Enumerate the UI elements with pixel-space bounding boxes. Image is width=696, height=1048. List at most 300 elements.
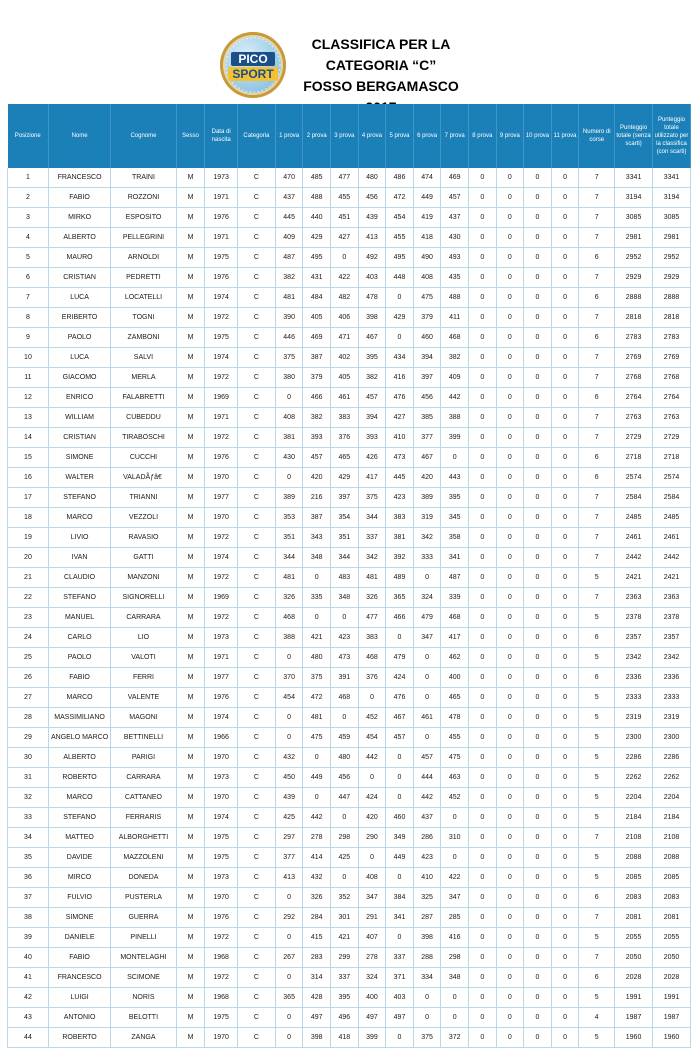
cell-prova-10: 0	[524, 508, 552, 528]
cell-races-count: 5	[579, 768, 615, 788]
cell-prova-8: 0	[468, 468, 496, 488]
cell-prova-8: 0	[468, 788, 496, 808]
cell-last-name: MONTELAGHI	[111, 948, 176, 968]
cell-prova-5: 476	[386, 688, 414, 708]
cell-total-score: 2342	[615, 648, 653, 668]
cell-category: C	[238, 368, 276, 388]
cell-category: C	[238, 248, 276, 268]
column-header: 11 prova	[551, 104, 579, 168]
cell-sex: M	[176, 968, 205, 988]
cell-total-score: 2461	[615, 528, 653, 548]
cell-final-score: 2888	[652, 288, 690, 308]
cell-prova-8: 0	[468, 748, 496, 768]
cell-prova-2: 440	[303, 208, 331, 228]
cell-prova-9: 0	[496, 488, 524, 508]
cell-prova-8: 0	[468, 868, 496, 888]
column-header: Punteggio totale utilizzato per la classifica (con scarti)	[652, 104, 690, 168]
cell-first-name: FRANCESCO	[48, 168, 110, 188]
cell-category: C	[238, 908, 276, 928]
cell-races-count: 4	[579, 1008, 615, 1028]
table-row	[8, 568, 691, 588]
cell-prova-3: 465	[331, 448, 359, 468]
cell-prova-4: 291	[358, 908, 386, 928]
cell-prova-5: 466	[386, 608, 414, 628]
cell-birth-year: 1973	[205, 168, 238, 188]
cell-prova-9: 0	[496, 848, 524, 868]
cell-prova-6: 0	[413, 648, 441, 668]
cell-prova-6: 460	[413, 328, 441, 348]
column-header: Cognome	[111, 104, 176, 168]
cell-races-count: 5	[579, 728, 615, 748]
cell-sex: M	[176, 488, 205, 508]
cell-prova-11: 0	[551, 408, 579, 428]
cell-prova-7: 395	[441, 488, 469, 508]
cell-category: C	[238, 308, 276, 328]
cell-prova-3: 0	[331, 868, 359, 888]
cell-prova-7: 493	[441, 248, 469, 268]
cell-prova-11: 0	[551, 808, 579, 828]
cell-first-name: CLAUDIO	[48, 568, 110, 588]
cell-prova-5: 341	[386, 908, 414, 928]
cell-position: 29	[8, 728, 49, 748]
title-line-2: CATEGORIA “C”	[325, 57, 437, 73]
cell-category: C	[238, 628, 276, 648]
cell-first-name: STEFANO	[48, 588, 110, 608]
table-body	[8, 168, 691, 1048]
cell-prova-11: 0	[551, 888, 579, 908]
cell-prova-11: 0	[551, 628, 579, 648]
cell-total-score: 2085	[615, 868, 653, 888]
cell-prova-3: 468	[331, 688, 359, 708]
cell-prova-4: 417	[358, 468, 386, 488]
cell-prova-11: 0	[551, 668, 579, 688]
cell-prova-3: 301	[331, 908, 359, 928]
cell-prova-4: 337	[358, 528, 386, 548]
cell-birth-year: 1971	[205, 648, 238, 668]
cell-total-score: 2055	[615, 928, 653, 948]
cell-prova-8: 0	[468, 368, 496, 388]
cell-prova-10: 0	[524, 948, 552, 968]
cell-prova-6: 423	[413, 848, 441, 868]
cell-prova-2: 405	[303, 308, 331, 328]
cell-prova-4: 481	[358, 568, 386, 588]
cell-prova-9: 0	[496, 448, 524, 468]
cell-prova-7: 478	[441, 708, 469, 728]
cell-sex: M	[176, 388, 205, 408]
cell-prova-10: 0	[524, 428, 552, 448]
logo-text-top: PICO	[238, 52, 268, 66]
cell-first-name: DANIELE	[48, 928, 110, 948]
ranking-table	[7, 104, 691, 1048]
cell-birth-year: 1974	[205, 808, 238, 828]
cell-sex: M	[176, 668, 205, 688]
cell-prova-2: 379	[303, 368, 331, 388]
cell-final-score: 2336	[652, 668, 690, 688]
cell-birth-year: 1975	[205, 328, 238, 348]
cell-sex: M	[176, 708, 205, 728]
cell-prova-11: 0	[551, 688, 579, 708]
cell-final-score: 2378	[652, 608, 690, 628]
cell-prova-3: 447	[331, 788, 359, 808]
cell-prova-5: 0	[386, 628, 414, 648]
cell-category: C	[238, 728, 276, 748]
cell-first-name: CRISTIAN	[48, 428, 110, 448]
cell-prova-11: 0	[551, 208, 579, 228]
cell-prova-5: 0	[386, 868, 414, 888]
cell-races-count: 7	[579, 188, 615, 208]
cell-prova-1: 450	[275, 768, 303, 788]
cell-birth-year: 1976	[205, 208, 238, 228]
cell-first-name: FABIO	[48, 948, 110, 968]
cell-first-name: CARLO	[48, 628, 110, 648]
cell-position: 32	[8, 788, 49, 808]
cell-total-score: 2333	[615, 688, 653, 708]
cell-prova-10: 0	[524, 668, 552, 688]
table-row	[8, 1008, 691, 1028]
cell-prova-8: 0	[468, 988, 496, 1008]
cell-prova-1: 0	[275, 928, 303, 948]
cell-prova-5: 472	[386, 188, 414, 208]
cell-prova-1: 0	[275, 648, 303, 668]
cell-prova-11: 0	[551, 548, 579, 568]
cell-prova-4: 375	[358, 488, 386, 508]
cell-races-count: 6	[579, 668, 615, 688]
cell-total-score: 2378	[615, 608, 653, 628]
cell-first-name: MIRKO	[48, 208, 110, 228]
table-row	[8, 608, 691, 628]
cell-first-name: LIVIO	[48, 528, 110, 548]
cell-birth-year: 1973	[205, 768, 238, 788]
cell-first-name: WILLIAM	[48, 408, 110, 428]
cell-final-score: 2574	[652, 468, 690, 488]
cell-prova-7: 465	[441, 688, 469, 708]
cell-prova-2: 284	[303, 908, 331, 928]
cell-first-name: MATTEO	[48, 828, 110, 848]
column-header: Punteggio totale (senza scarti)	[615, 104, 653, 168]
cell-prova-3: 0	[331, 808, 359, 828]
cell-prova-5: 455	[386, 228, 414, 248]
cell-prova-2: 420	[303, 468, 331, 488]
cell-prova-8: 0	[468, 1028, 496, 1048]
cell-prova-5: 489	[386, 568, 414, 588]
cell-prova-10: 0	[524, 568, 552, 588]
cell-prova-7: 358	[441, 528, 469, 548]
cell-final-score: 2768	[652, 368, 690, 388]
cell-prova-7: 399	[441, 428, 469, 448]
cell-prova-3: 480	[331, 748, 359, 768]
table-row	[8, 828, 691, 848]
cell-final-score: 2286	[652, 748, 690, 768]
cell-prova-6: 0	[413, 568, 441, 588]
cell-prova-5: 0	[386, 288, 414, 308]
cell-final-score: 2485	[652, 508, 690, 528]
cell-sex: M	[176, 168, 205, 188]
cell-last-name: TOGNI	[111, 308, 176, 328]
cell-prova-6: 457	[413, 748, 441, 768]
cell-races-count: 5	[579, 848, 615, 868]
cell-prova-4: 394	[358, 408, 386, 428]
cell-position: 44	[8, 1028, 49, 1048]
table-row	[8, 668, 691, 688]
cell-last-name: PUSTERLA	[111, 888, 176, 908]
cell-total-score: 2184	[615, 808, 653, 828]
cell-sex: M	[176, 948, 205, 968]
table-row	[8, 888, 691, 908]
table-row	[8, 908, 691, 928]
cell-category: C	[238, 848, 276, 868]
cell-prova-7: 422	[441, 868, 469, 888]
cell-category: C	[238, 868, 276, 888]
cell-sex: M	[176, 888, 205, 908]
column-header: 3 prova	[331, 104, 359, 168]
cell-first-name: MASSIMILIANO	[48, 708, 110, 728]
cell-prova-8: 0	[468, 568, 496, 588]
cell-prova-3: 397	[331, 488, 359, 508]
cell-sex: M	[176, 748, 205, 768]
cell-prova-4: 467	[358, 328, 386, 348]
cell-races-count: 7	[579, 368, 615, 388]
cell-position: 31	[8, 768, 49, 788]
cell-prova-2: 387	[303, 348, 331, 368]
cell-prova-2: 457	[303, 448, 331, 468]
cell-category: C	[238, 228, 276, 248]
cell-prova-1: 292	[275, 908, 303, 928]
cell-prova-8: 0	[468, 728, 496, 748]
table-row	[8, 868, 691, 888]
cell-prova-4: 278	[358, 948, 386, 968]
cell-sex: M	[176, 928, 205, 948]
cell-first-name: IVAN	[48, 548, 110, 568]
cell-sex: M	[176, 208, 205, 228]
column-header: Nome	[48, 104, 110, 168]
cell-prova-11: 0	[551, 828, 579, 848]
cell-prova-2: 314	[303, 968, 331, 988]
table-row	[8, 588, 691, 608]
cell-races-count: 5	[579, 748, 615, 768]
cell-last-name: TIRABOSCHI	[111, 428, 176, 448]
cell-birth-year: 1969	[205, 588, 238, 608]
cell-last-name: CATTANEO	[111, 788, 176, 808]
cell-prova-10: 0	[524, 788, 552, 808]
cell-prova-3: 298	[331, 828, 359, 848]
cell-last-name: PARIGI	[111, 748, 176, 768]
cell-position: 30	[8, 748, 49, 768]
table-row	[8, 748, 691, 768]
cell-prova-11: 0	[551, 348, 579, 368]
cell-final-score: 2461	[652, 528, 690, 548]
cell-prova-10: 0	[524, 388, 552, 408]
cell-prova-10: 0	[524, 488, 552, 508]
cell-prova-10: 0	[524, 448, 552, 468]
cell-prova-2: 335	[303, 588, 331, 608]
cell-sex: M	[176, 568, 205, 588]
cell-birth-year: 1968	[205, 948, 238, 968]
cell-prova-11: 0	[551, 268, 579, 288]
cell-races-count: 7	[579, 348, 615, 368]
cell-prova-1: 267	[275, 948, 303, 968]
cell-category: C	[238, 948, 276, 968]
cell-prova-7: 442	[441, 388, 469, 408]
cell-prova-7: 463	[441, 768, 469, 788]
cell-first-name: SIMONE	[48, 448, 110, 468]
cell-prova-8: 0	[468, 628, 496, 648]
cell-prova-1: 445	[275, 208, 303, 228]
cell-last-name: ARNOLDI	[111, 248, 176, 268]
cell-prova-9: 0	[496, 428, 524, 448]
cell-prova-8: 0	[468, 768, 496, 788]
cell-prova-5: 460	[386, 808, 414, 828]
cell-prova-8: 0	[468, 608, 496, 628]
cell-total-score: 2028	[615, 968, 653, 988]
cell-prova-8: 0	[468, 248, 496, 268]
cell-total-score: 1960	[615, 1028, 653, 1048]
cell-prova-10: 0	[524, 208, 552, 228]
cell-prova-4: 342	[358, 548, 386, 568]
cell-prova-7: 455	[441, 728, 469, 748]
cell-category: C	[238, 648, 276, 668]
cell-birth-year: 1974	[205, 288, 238, 308]
cell-prova-11: 0	[551, 928, 579, 948]
cell-prova-4: 456	[358, 188, 386, 208]
cell-birth-year: 1971	[205, 408, 238, 428]
cell-birth-year: 1969	[205, 388, 238, 408]
cell-first-name: MANUEL	[48, 608, 110, 628]
cell-total-score: 2818	[615, 308, 653, 328]
cell-sex: M	[176, 348, 205, 368]
cell-prova-1: 487	[275, 248, 303, 268]
cell-prova-1: 468	[275, 608, 303, 628]
cell-total-score: 2718	[615, 448, 653, 468]
cell-races-count: 6	[579, 248, 615, 268]
cell-prova-7: 409	[441, 368, 469, 388]
cell-category: C	[238, 428, 276, 448]
cell-races-count: 7	[579, 228, 615, 248]
cell-prova-5: 449	[386, 848, 414, 868]
cell-category: C	[238, 508, 276, 528]
cell-category: C	[238, 888, 276, 908]
cell-prova-1: 446	[275, 328, 303, 348]
cell-prova-2: 488	[303, 188, 331, 208]
cell-sex: M	[176, 788, 205, 808]
cell-prova-9: 0	[496, 168, 524, 188]
cell-birth-year: 1968	[205, 988, 238, 1008]
cell-prova-1: 0	[275, 728, 303, 748]
cell-prova-9: 0	[496, 768, 524, 788]
cell-birth-year: 1975	[205, 848, 238, 868]
cell-prova-8: 0	[468, 688, 496, 708]
cell-prova-3: 418	[331, 1028, 359, 1048]
table-row	[8, 288, 691, 308]
cell-sex: M	[176, 308, 205, 328]
cell-final-score: 3341	[652, 168, 690, 188]
cell-prova-7: 488	[441, 288, 469, 308]
cell-first-name: PAOLO	[48, 328, 110, 348]
cell-prova-8: 0	[468, 428, 496, 448]
cell-prova-3: 425	[331, 848, 359, 868]
cell-prova-4: 480	[358, 168, 386, 188]
cell-prova-3: 455	[331, 188, 359, 208]
cell-prova-2: 449	[303, 768, 331, 788]
cell-races-count: 7	[579, 828, 615, 848]
cell-prova-8: 0	[468, 408, 496, 428]
cell-prova-3: 483	[331, 568, 359, 588]
cell-prova-8: 0	[468, 188, 496, 208]
cell-prova-9: 0	[496, 348, 524, 368]
cell-prova-5: 365	[386, 588, 414, 608]
cell-first-name: ANGELO MARCO	[48, 728, 110, 748]
cell-total-score: 2357	[615, 628, 653, 648]
cell-prova-6: 408	[413, 268, 441, 288]
cell-prova-6: 490	[413, 248, 441, 268]
cell-prova-5: 0	[386, 788, 414, 808]
cell-first-name: FULVIO	[48, 888, 110, 908]
cell-total-score: 2081	[615, 908, 653, 928]
cell-prova-5: 0	[386, 928, 414, 948]
cell-prova-9: 0	[496, 608, 524, 628]
cell-category: C	[238, 828, 276, 848]
column-header: 1 prova	[275, 104, 303, 168]
cell-prova-9: 0	[496, 708, 524, 728]
cell-prova-9: 0	[496, 888, 524, 908]
cell-prova-3: 473	[331, 648, 359, 668]
cell-prova-6: 288	[413, 948, 441, 968]
cell-prova-10: 0	[524, 528, 552, 548]
cell-prova-4: 497	[358, 1008, 386, 1028]
cell-prova-10: 0	[524, 968, 552, 988]
cell-first-name: STEFANO	[48, 488, 110, 508]
cell-final-score: 2981	[652, 228, 690, 248]
cell-total-score: 1987	[615, 1008, 653, 1028]
cell-category: C	[238, 288, 276, 308]
cell-prova-7: 417	[441, 628, 469, 648]
cell-final-score: 2783	[652, 328, 690, 348]
cell-birth-year: 1976	[205, 268, 238, 288]
column-header: Posizione	[8, 104, 49, 168]
logo-emblem	[220, 32, 286, 98]
cell-prova-5: 410	[386, 428, 414, 448]
cell-prova-9: 0	[496, 308, 524, 328]
cell-prova-9: 0	[496, 388, 524, 408]
cell-prova-11: 0	[551, 288, 579, 308]
cell-last-name: RAVASIO	[111, 528, 176, 548]
column-header: 8 prova	[468, 104, 496, 168]
cell-prova-5: 457	[386, 728, 414, 748]
cell-prova-6: 410	[413, 868, 441, 888]
table-row	[8, 168, 691, 188]
cell-total-score: 2421	[615, 568, 653, 588]
cell-birth-year: 1970	[205, 508, 238, 528]
cell-position: 2	[8, 188, 49, 208]
cell-prova-4: 407	[358, 928, 386, 948]
table-row	[8, 488, 691, 508]
cell-prova-1: 470	[275, 168, 303, 188]
cell-final-score: 3194	[652, 188, 690, 208]
cell-position: 1	[8, 168, 49, 188]
cell-position: 12	[8, 388, 49, 408]
cell-prova-9: 0	[496, 808, 524, 828]
cell-birth-year: 1972	[205, 568, 238, 588]
cell-position: 43	[8, 1008, 49, 1028]
cell-prova-1: 353	[275, 508, 303, 528]
cell-races-count: 6	[579, 328, 615, 348]
cell-total-score: 2764	[615, 388, 653, 408]
cell-prova-5: 371	[386, 968, 414, 988]
cell-category: C	[238, 448, 276, 468]
cell-first-name: DAVIDE	[48, 848, 110, 868]
cell-total-score: 2763	[615, 408, 653, 428]
cell-prova-1: 351	[275, 528, 303, 548]
cell-category: C	[238, 708, 276, 728]
